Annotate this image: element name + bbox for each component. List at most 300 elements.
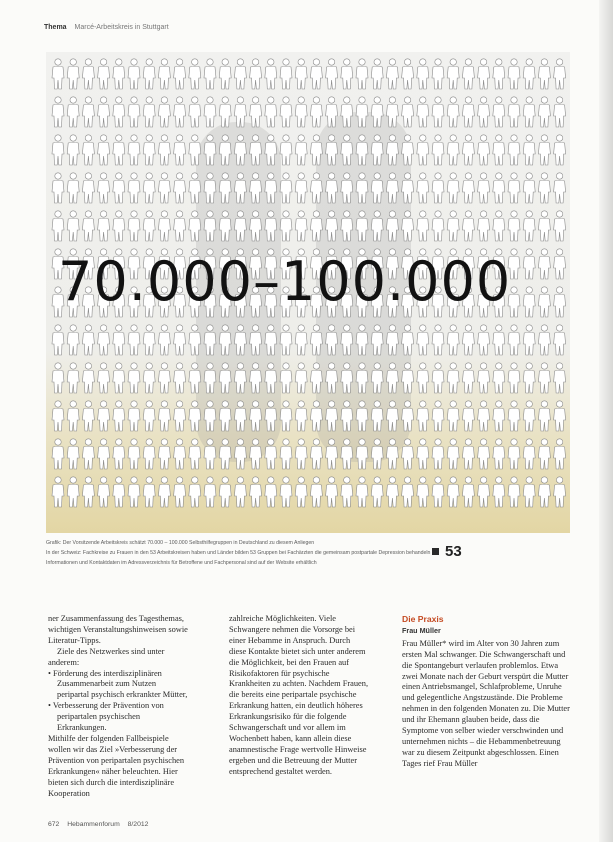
person-pictogram: [523, 211, 535, 241]
person-pictogram: [265, 325, 277, 355]
person-pictogram: [219, 439, 231, 469]
person-pictogram: [538, 97, 550, 127]
person-pictogram: [98, 173, 110, 203]
person-pictogram: [554, 97, 566, 127]
person-pictogram: [386, 173, 398, 203]
person-pictogram: [265, 363, 277, 393]
person-pictogram: [538, 439, 550, 469]
person-pictogram: [204, 477, 216, 507]
person-pictogram: [204, 97, 216, 127]
person-pictogram: [128, 325, 140, 355]
person-pictogram: [341, 477, 353, 507]
person-pictogram: [158, 401, 170, 431]
person-pictogram: [189, 97, 201, 127]
person-pictogram: [295, 325, 307, 355]
person-pictogram: [523, 325, 535, 355]
person-pictogram: [113, 363, 125, 393]
person-pictogram: [310, 477, 322, 507]
person-pictogram: [326, 439, 338, 469]
header-topic: Marcé-Arbeitskreis in Stuttgart: [74, 24, 169, 31]
person-pictogram: [462, 401, 474, 431]
person-pictogram: [554, 173, 566, 203]
person-pictogram: [98, 97, 110, 127]
person-pictogram: [508, 97, 520, 127]
person-pictogram: [265, 173, 277, 203]
person-pictogram: [447, 59, 459, 89]
big-number-overlay: 70.000–100.000: [58, 250, 512, 313]
person-pictogram: [189, 211, 201, 241]
person-pictogram: [158, 173, 170, 203]
person-pictogram: [98, 325, 110, 355]
person-pictogram: [523, 135, 535, 165]
person-pictogram: [189, 325, 201, 355]
text-column-3: [402, 614, 570, 770]
person-pictogram: [356, 439, 368, 469]
person-pictogram: [98, 477, 110, 507]
person-pictogram: [462, 211, 474, 241]
person-pictogram: [326, 97, 338, 127]
person-pictogram: [462, 173, 474, 203]
person-pictogram: [204, 363, 216, 393]
person-pictogram: [402, 135, 414, 165]
person-pictogram: [174, 477, 186, 507]
person-pictogram: [386, 135, 398, 165]
person-pictogram: [295, 363, 307, 393]
person-pictogram: [478, 59, 490, 89]
person-pictogram: [326, 477, 338, 507]
person-pictogram: [478, 211, 490, 241]
person-pictogram: [82, 135, 94, 165]
person-pictogram: [447, 363, 459, 393]
page-edge-shadow: [599, 0, 613, 842]
person-pictogram: [478, 97, 490, 127]
person-pictogram: [189, 363, 201, 393]
person-pictogram: [523, 363, 535, 393]
person-pictogram: [371, 325, 383, 355]
person-pictogram: [128, 173, 140, 203]
person-pictogram: [402, 173, 414, 203]
person-pictogram: [310, 363, 322, 393]
person-pictogram: [234, 325, 246, 355]
person-pictogram: [478, 401, 490, 431]
person-pictogram: [341, 173, 353, 203]
person-pictogram: [219, 135, 231, 165]
person-pictogram: [356, 325, 368, 355]
person-pictogram: [462, 325, 474, 355]
person-pictogram: [386, 59, 398, 89]
section-heading: Die Praxis: [402, 614, 444, 624]
person-pictogram: [219, 59, 231, 89]
person-pictogram: [128, 97, 140, 127]
person-pictogram: [204, 439, 216, 469]
person-pictogram: [417, 135, 429, 165]
person-pictogram: [554, 135, 566, 165]
person-pictogram: [356, 173, 368, 203]
person-pictogram: [386, 211, 398, 241]
person-pictogram: [158, 325, 170, 355]
person-pictogram: [113, 439, 125, 469]
person-pictogram: [462, 97, 474, 127]
person-pictogram: [371, 477, 383, 507]
person-pictogram: [341, 211, 353, 241]
person-pictogram: [52, 439, 64, 469]
person-pictogram: [280, 59, 292, 89]
person-pictogram: [554, 59, 566, 89]
person-pictogram: [82, 97, 94, 127]
person-pictogram: [189, 135, 201, 165]
person-pictogram: [341, 135, 353, 165]
paragraph: Mithilfe der folgenden Fallbeispiele wollen wir das Ziel »Verbesserung der Prävention von peripartalen psychischen Erkrankungen« näher beleuchten. Hier bieten sich durch die interdisziplinäre Kooperation: [48, 733, 185, 798]
person-pictogram: [341, 325, 353, 355]
person-pictogram: [432, 173, 444, 203]
person-pictogram: [538, 173, 550, 203]
person-pictogram: [250, 211, 262, 241]
person-pictogram: [143, 363, 155, 393]
person-pictogram: [113, 97, 125, 127]
person-pictogram: [310, 401, 322, 431]
person-pictogram: [234, 401, 246, 431]
person-pictogram: [371, 173, 383, 203]
bullet-item: • Förderung des interdisziplinären Zusammenarbeit zum Nutzen peripartal psychisch erkrankter Mütter,: [48, 668, 188, 700]
paragraph: Ziele des Netzwerkes sind unter anderem:: [48, 646, 165, 667]
person-pictogram: [493, 59, 505, 89]
person-pictogram: [158, 59, 170, 89]
person-pictogram: [295, 401, 307, 431]
person-pictogram: [219, 363, 231, 393]
person-pictogram: [52, 135, 64, 165]
person-pictogram: [143, 173, 155, 203]
text-column-2: [229, 614, 369, 778]
caption-line: Informationen und Kontaktdaten im Adressverzeichnis für Betroffene und Fachpersonal sind auf der Website erhältlich: [46, 560, 317, 566]
person-pictogram: [265, 97, 277, 127]
person-pictogram: [128, 477, 140, 507]
person-pictogram: [447, 173, 459, 203]
person-pictogram: [113, 59, 125, 89]
person-pictogram: [341, 401, 353, 431]
person-pictogram: [98, 59, 110, 89]
journal-name: Hebammenforum: [67, 821, 120, 828]
person-pictogram: [295, 97, 307, 127]
person-pictogram: [493, 363, 505, 393]
person-pictogram: [462, 363, 474, 393]
page-number: 672: [48, 821, 60, 828]
person-pictogram: [280, 439, 292, 469]
person-pictogram: [128, 363, 140, 393]
person-pictogram: [82, 325, 94, 355]
person-pictogram: [174, 135, 186, 165]
person-pictogram: [174, 439, 186, 469]
person-pictogram: [174, 211, 186, 241]
person-pictogram: [234, 439, 246, 469]
person-pictogram: [128, 439, 140, 469]
person-pictogram: [417, 173, 429, 203]
person-pictogram: [310, 325, 322, 355]
person-pictogram: [204, 325, 216, 355]
person-pictogram: [250, 401, 262, 431]
person-pictogram: [523, 249, 535, 279]
person-pictogram: [52, 477, 64, 507]
person-pictogram: [280, 211, 292, 241]
person-pictogram: [67, 173, 79, 203]
person-pictogram: [98, 363, 110, 393]
person-pictogram: [417, 477, 429, 507]
person-pictogram: [310, 135, 322, 165]
person-pictogram: [82, 439, 94, 469]
person-pictogram: [462, 135, 474, 165]
header-section: Thema: [44, 24, 67, 31]
person-pictogram: [143, 59, 155, 89]
person-pictogram: [204, 135, 216, 165]
person-pictogram: [113, 401, 125, 431]
person-pictogram: [432, 211, 444, 241]
person-pictogram: [493, 477, 505, 507]
person-pictogram: [250, 325, 262, 355]
person-pictogram: [402, 477, 414, 507]
person-pictogram: [310, 97, 322, 127]
person-pictogram: [447, 477, 459, 507]
person-pictogram: [462, 59, 474, 89]
person-pictogram: [158, 211, 170, 241]
person-pictogram: [67, 325, 79, 355]
person-pictogram: [508, 211, 520, 241]
person-pictogram: [295, 211, 307, 241]
person-pictogram: [417, 439, 429, 469]
person-pictogram: [371, 59, 383, 89]
person-pictogram: [447, 439, 459, 469]
person-pictogram: [432, 477, 444, 507]
person-pictogram: [341, 97, 353, 127]
person-pictogram: [432, 325, 444, 355]
person-pictogram: [113, 173, 125, 203]
person-pictogram: [143, 439, 155, 469]
person-pictogram: [326, 173, 338, 203]
person-pictogram: [326, 401, 338, 431]
person-pictogram: [98, 135, 110, 165]
person-pictogram: [417, 401, 429, 431]
person-pictogram: [523, 439, 535, 469]
person-pictogram: [493, 439, 505, 469]
person-pictogram: [280, 97, 292, 127]
person-pictogram: [478, 477, 490, 507]
person-pictogram: [128, 59, 140, 89]
paragraph: ner Zusammenfassung des Tagesthemas, wichtigen Veranstaltungshinweisen sowie Literatur-Tipps.: [48, 614, 188, 645]
person-pictogram: [295, 439, 307, 469]
person-pictogram: [234, 135, 246, 165]
person-pictogram: [113, 325, 125, 355]
person-pictogram: [523, 477, 535, 507]
person-pictogram: [128, 135, 140, 165]
person-pictogram: [113, 477, 125, 507]
person-pictogram: [295, 173, 307, 203]
person-pictogram: [447, 97, 459, 127]
person-pictogram: [280, 325, 292, 355]
person-pictogram: [280, 135, 292, 165]
person-pictogram: [219, 173, 231, 203]
person-pictogram: [310, 59, 322, 89]
person-pictogram: [478, 363, 490, 393]
person-pictogram: [554, 439, 566, 469]
person-pictogram: [250, 59, 262, 89]
person-pictogram: [52, 325, 64, 355]
text-column-1: [48, 614, 188, 799]
person-pictogram: [234, 59, 246, 89]
person-pictogram: [250, 97, 262, 127]
person-pictogram: [143, 401, 155, 431]
person-pictogram: [371, 439, 383, 469]
person-pictogram: [386, 97, 398, 127]
person-pictogram: [295, 477, 307, 507]
person-pictogram: [52, 59, 64, 89]
caption-line: Grafik: Der Vorsitzende Arbeitskreis schätzt 70.000 – 100.000 Selbsthilfegruppen in Deutschland zu diesem Anliegen: [46, 540, 315, 546]
person-pictogram: [219, 477, 231, 507]
person-pictogram: [219, 211, 231, 241]
person-pictogram: [189, 439, 201, 469]
person-pictogram: [538, 401, 550, 431]
person-pictogram: [356, 363, 368, 393]
person-pictogram: [250, 439, 262, 469]
person-pictogram: [52, 211, 64, 241]
person-pictogram: [234, 211, 246, 241]
person-pictogram: [52, 363, 64, 393]
person-pictogram: [67, 401, 79, 431]
paragraph: zahlreiche Möglichkeiten. Viele Schwangere nehmen die Vorsorge bei einer Hebamme in Anspruch. Durch diese Kontakte bietet sich unter anderem die Möglichkeit, bei den Frauen auf Risikofaktoren für psychische Krankheiten zu achten. Nachdem Frauen, die bereits eine peripartale psychische Erkrankung hatten, ein deutlich höheres Erkrankungsrisiko für die folgende Schwangerschaft und vor allem im Wochenbett haben, kann allein diese anamnestische Frage wertvolle Hinweise ergeben und die Betreuung der Mutter entsprechend gestaltet werden.: [229, 614, 369, 776]
person-pictogram: [386, 325, 398, 355]
person-pictogram: [538, 211, 550, 241]
person-pictogram: [417, 363, 429, 393]
person-pictogram: [158, 97, 170, 127]
person-pictogram: [493, 401, 505, 431]
person-pictogram: [447, 211, 459, 241]
person-pictogram: [508, 363, 520, 393]
person-pictogram: [478, 325, 490, 355]
person-pictogram: [98, 439, 110, 469]
person-pictogram: [52, 401, 64, 431]
person-pictogram: [265, 59, 277, 89]
person-pictogram: [326, 135, 338, 165]
person-pictogram: [508, 173, 520, 203]
person-pictogram: [523, 173, 535, 203]
person-pictogram: [462, 439, 474, 469]
person-pictogram: [189, 173, 201, 203]
person-pictogram: [432, 97, 444, 127]
person-pictogram: [67, 211, 79, 241]
person-pictogram: [189, 477, 201, 507]
case-subheading: Frau Müller: [402, 625, 441, 635]
person-pictogram: [554, 287, 566, 317]
person-pictogram: [143, 211, 155, 241]
person-pictogram: [447, 401, 459, 431]
person-pictogram: [67, 363, 79, 393]
person-pictogram: [265, 135, 277, 165]
photo-caption: [46, 538, 574, 568]
person-pictogram: [371, 211, 383, 241]
person-pictogram: [82, 173, 94, 203]
person-pictogram: [67, 97, 79, 127]
person-pictogram: [356, 59, 368, 89]
person-pictogram: [326, 363, 338, 393]
person-pictogram: [402, 211, 414, 241]
person-pictogram: [493, 135, 505, 165]
caption-line: In der Schweiz: Fachkreise zu Frauen in den 53 Arbeitskreisen haben und Länder bilden 53 Gruppen bei Fachärzten die gemeinsam postpartale Depression behandeln: [46, 550, 431, 556]
paragraph: Frau Müller* wird im Alter von 30 Jahren zum ersten Mal schwanger. Die Schwangerschaft und die Spontangeburt verlaufen problemlos. Etwa zwei Monate nach der Geburt verspürt die Mutter einen Antriebsmangel, Schlafprobleme, Unruhe und gelegentliche Angstzustände. Die Probleme nehmen in den folgenden Monaten zu. Die Mutter und ihr Ehemann glauben beide, dass die Symptome von selber wieder verschwinden und unternehmen nichts – die Hebammenbetreuung war zu diesem Zeitpunkt abgeschlossen. Einen Tages rief Frau Müller: [402, 638, 570, 768]
person-pictogram: [234, 97, 246, 127]
person-pictogram: [113, 135, 125, 165]
person-pictogram: [508, 477, 520, 507]
person-pictogram: [174, 59, 186, 89]
person-pictogram: [538, 287, 550, 317]
person-pictogram: [113, 211, 125, 241]
person-pictogram: [158, 439, 170, 469]
person-pictogram: [82, 363, 94, 393]
person-pictogram: [371, 363, 383, 393]
person-pictogram: [341, 439, 353, 469]
person-pictogram: [417, 325, 429, 355]
person-pictogram: [143, 325, 155, 355]
person-pictogram: [82, 401, 94, 431]
person-pictogram: [538, 477, 550, 507]
person-pictogram: [326, 325, 338, 355]
person-pictogram: [143, 97, 155, 127]
person-pictogram: [402, 363, 414, 393]
person-pictogram: [402, 97, 414, 127]
person-pictogram: [356, 401, 368, 431]
person-pictogram: [158, 363, 170, 393]
person-pictogram: [326, 211, 338, 241]
person-pictogram: [508, 401, 520, 431]
person-pictogram: [538, 249, 550, 279]
person-pictogram: [478, 135, 490, 165]
person-pictogram: [493, 325, 505, 355]
person-pictogram: [478, 439, 490, 469]
person-pictogram: [417, 97, 429, 127]
person-pictogram: [189, 59, 201, 89]
person-pictogram: [447, 135, 459, 165]
bullet-item: • Verbesserung der Prävention von peripartalen psychischen Erkrankungen.: [48, 701, 164, 733]
person-pictogram: [158, 135, 170, 165]
person-pictogram: [98, 211, 110, 241]
person-pictogram: [67, 439, 79, 469]
person-pictogram: [386, 401, 398, 431]
person-pictogram: [265, 477, 277, 507]
person-pictogram: [356, 97, 368, 127]
person-pictogram: [82, 211, 94, 241]
person-pictogram: [356, 135, 368, 165]
person-pictogram: [538, 135, 550, 165]
person-pictogram: [554, 401, 566, 431]
person-pictogram: [508, 135, 520, 165]
person-pictogram: [158, 477, 170, 507]
person-pictogram: [174, 363, 186, 393]
person-pictogram: [432, 401, 444, 431]
person-pictogram: [128, 401, 140, 431]
person-pictogram: [402, 325, 414, 355]
person-pictogram: [174, 325, 186, 355]
person-pictogram: [386, 477, 398, 507]
figure-number: 53: [445, 543, 462, 560]
person-pictogram: [234, 477, 246, 507]
person-pictogram: [174, 401, 186, 431]
person-pictogram: [478, 173, 490, 203]
person-pictogram: [280, 173, 292, 203]
person-pictogram: [143, 477, 155, 507]
person-pictogram: [52, 97, 64, 127]
person-pictogram: [371, 135, 383, 165]
person-pictogram: [371, 97, 383, 127]
person-pictogram: [280, 363, 292, 393]
person-pictogram: [265, 439, 277, 469]
person-pictogram: [310, 439, 322, 469]
person-pictogram: [508, 59, 520, 89]
